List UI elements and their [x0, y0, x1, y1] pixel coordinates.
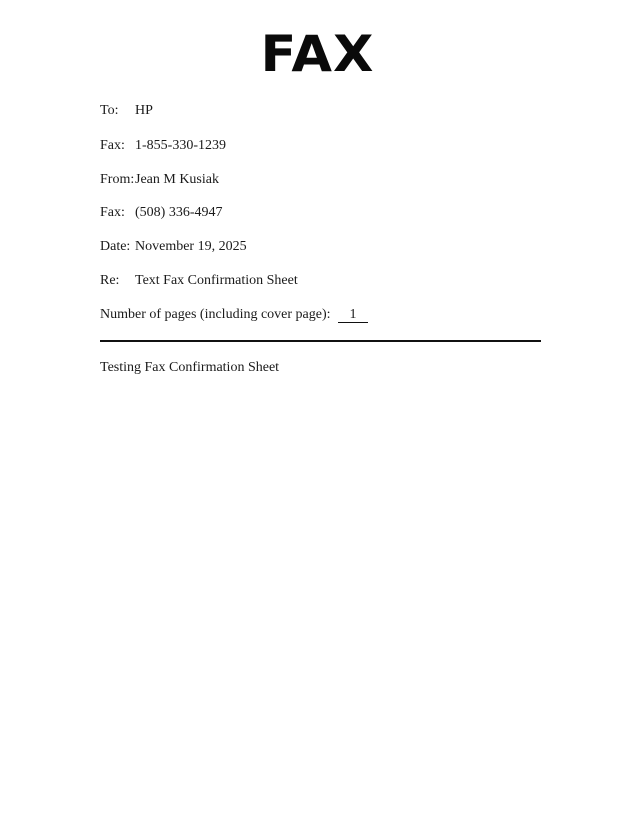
re-label: Re: — [100, 273, 120, 288]
page-count-value: 1 — [338, 308, 368, 323]
date-value: November 19, 2025 — [135, 239, 247, 254]
sender-fax-field — [100, 205, 223, 221]
recipient-fax-value: 1-855-330-1239 — [135, 138, 226, 153]
from-label: From: — [100, 172, 135, 187]
message-body: Testing Fax Confirmation Sheet — [100, 360, 280, 375]
recipient-fax-field — [100, 138, 226, 154]
to-label: To: — [100, 103, 119, 118]
date-field — [100, 239, 247, 255]
date-label: Date: — [100, 239, 131, 254]
fax-title: FAX — [260, 25, 375, 83]
divider-rule — [100, 340, 541, 342]
to-value: HP — [135, 103, 153, 118]
to-field — [100, 103, 153, 119]
from-value: Jean M Kusiak — [135, 172, 219, 187]
sender-fax-label: Fax: — [100, 205, 125, 220]
recipient-fax-label: Fax: — [100, 138, 125, 153]
re-field — [100, 273, 298, 289]
page-count-label: Number of pages (including cover page): — [100, 307, 331, 322]
sender-fax-value: (508) 336-4947 — [135, 205, 223, 220]
re-value: Text Fax Confirmation Sheet — [135, 273, 298, 288]
page-count-field — [100, 307, 368, 323]
from-field — [100, 172, 219, 188]
